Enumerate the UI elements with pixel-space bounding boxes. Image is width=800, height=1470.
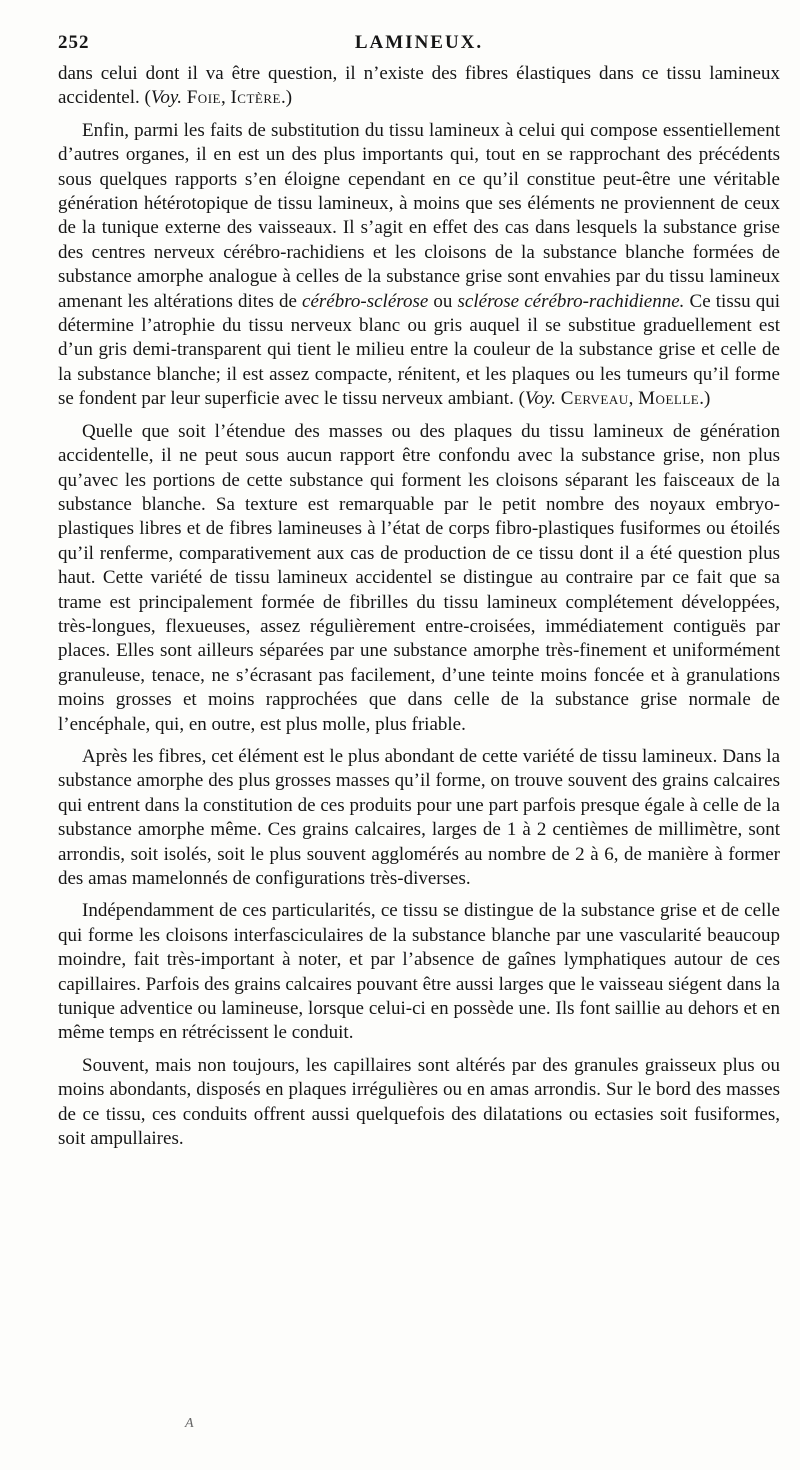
italic-text: Voy. [150, 87, 182, 109]
small-caps-text: Foie [186, 87, 221, 109]
paragraph [58, 1054, 780, 1152]
page-number: 252 [58, 32, 90, 53]
text-run: Ce tissu qui détermine l’atrophie du tissu nerveux blanc ou gris auquel il se substitue graduellement est d’un gris demi-transparent qui tient le milieu entre la couleur de la substance grise et celle de la substance blanche; il est assez compacte, rénitent, et les plaques ou les tumeurs qu’il forme se fondent par leur superficie avec le tissu nerveux ambiant. ( [58, 290, 781, 410]
small-caps-text: Moelle [638, 388, 700, 410]
text-run: .) [280, 87, 293, 109]
text-run: Après les fibres, cet élément est le plus abondant de cette variété de tissu lamineux. Dans la substance amorphe des plus grosses masses qu’il forme, on trouve souvent des grains calcaires qui entrent dans la constitution de ces produits pour une part parfois presque égale à celle de la substance amorphe même. Ces grains calcaires, larges de 1 à 2 centièmes de millimètre, sont arrondis, soit isolés, soit le plus souvent agglomérés au nombre de 2 à 6, de manière à former des amas mamelonnés de configurations très-diverses. [58, 745, 780, 889]
small-caps-text: Cerveau [560, 388, 629, 410]
text-run: ou [428, 290, 458, 312]
paragraph [58, 62, 780, 111]
paragraph [58, 899, 780, 1045]
text-run: Quelle que soit l’étendue des masses ou des plaques du tissu lamineux de génération accidentelle, il ne peut sous aucun rapport être confondu avec la substance grise, non plus qu’avec les portions de cette substance qui forment les cloisons séparant les faisceaux de la substance blanche. Sa texture est remarquable par le petit nombre des noyaux embryo-plastiques libres et de fibres lamineuses à l’état de corps fibro-plastiques fusiformes ou étoilés qu’il renferme, comparativement aux cas de production de ce tissu dont il a été question plus haut. Cette variété de tissu lamineux accidentel se distingue au contraire par ce fait que sa trame est principalement formée de fibrilles du tissu lamineux complétement développées, très-longues, flexueuses, assez régulièrement entre-croisées, immédiatement contiguës par places. Elles sont ailleurs séparées par une substance amorphe très-finement et uniformément granuleuse, tenace, ne s’écrasant pas facilement, d’une teinte moins foncée et à granulations moins grosses et moins rapprochées que dans celle de la substance grise normale de l’encéphale, qui, en outre, est plus molle, plus friable. [58, 420, 780, 735]
running-title: LAMINEUX. [354, 32, 484, 53]
text-run: , [628, 388, 639, 410]
italic-text: sclérose cérébro-rachidienne. [457, 290, 685, 312]
text-run: dans celui dont il va être question, il n’existe des fibres élastiques dans ce tissu lamineux accidentel. ( [58, 63, 780, 109]
paragraph [58, 745, 780, 891]
page-header [58, 28, 780, 56]
italic-text: Voy. [524, 388, 557, 410]
italic-text: cérébro-sclérose [302, 290, 429, 312]
small-caps-text: Ictère [230, 87, 281, 109]
text-run: Indépendamment de ces particularités, ce tissu se distingue de la substance grise et de celle qui forme les cloisons interfasciculaires de la substance blanche par une vascularité beaucoup moindre, fait très-important à noter, et par l’absence de gaînes lymphatiques autour de ces capillaires. Parfois des grains calcaires pouvant être aussi larges que le vaisseau siégent dans la tunique adventice ou lamineuse, lorsque celui-ci en possède une. Ils font saillie au dehors et en même temps en rétrécissent le conduit. [58, 900, 780, 1044]
text-run: Enfin, parmi les faits de substitution du tissu lamineux à celui qui compose essentiellement d’autres organes, il en est un des plus importants qui, tout en se rapprochant des précédents sous quelques rapports s’en éloigne cependant en ce qu’il constitue peut-être une véritable génération hétérotopique de tissu lamineux, à moins que ses éléments ne proviennent de ceux de la tunique externe des vaisseaux. Il s’agit en effet des cas dans lesquels la substance grise des centres nerveux cérébro-rachidiens et les cloisons de la substance blanche formées de substance amorphe analogue à celles de la substance grise sont envahies par du tissu lamineux amenant les altérations dites de [58, 119, 780, 312]
body-text [58, 62, 780, 1151]
text-run: .) [699, 388, 711, 410]
paragraph [58, 420, 780, 737]
text-run: Souvent, mais non toujours, les capillaires sont altérés par des granules graisseux plus ou moins abondants, disposés en plaques irrégulières ou en amas arrondis. Sur le bord des masses de ce tissu, ces conduits offrent aussi quelquefois des dilatations ou ectasies soit fusiformes, soit ampullaires. [58, 1054, 780, 1150]
text-run: , [220, 87, 231, 109]
paragraph [58, 119, 780, 412]
footer-mark: A [185, 1416, 194, 1431]
